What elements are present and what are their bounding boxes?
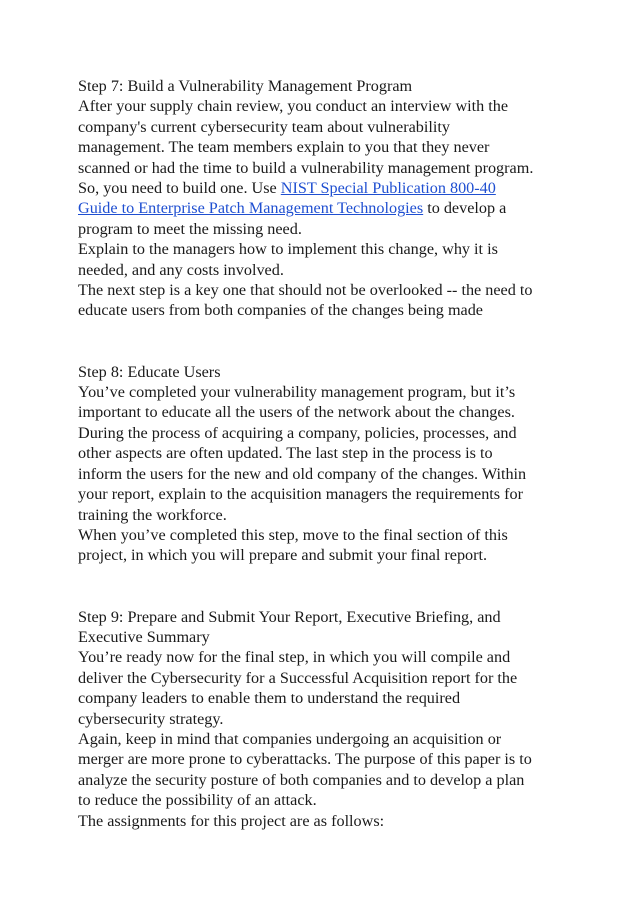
step7-line-9: needed, and any costs involved. (78, 260, 284, 279)
step7-line-7: program to meet the missing need. (78, 219, 302, 238)
step7-heading: Step 7: Build a Vulnerability Management Program (78, 77, 413, 95)
step8-line-6: your report, explain to the acquisition managers the requirements for (78, 485, 524, 504)
patch-management-guide-link[interactable]: Guide to Enterprise Patch Management Technologies (78, 199, 424, 218)
document-page (78, 76, 578, 831)
step9-line-5: Again, keep in mind that companies undergoing an acquisition or (78, 729, 502, 748)
step7-line-5 (78, 178, 578, 198)
step8-line-7: training the workforce. (78, 505, 227, 524)
step7-line-8: Explain to the managers how to implement this change, why it is (78, 240, 498, 259)
step8-heading: Step 8: Educate Users (78, 362, 221, 381)
step7-line-10: The next step is a key one that should not be overlooked -- the need to (78, 281, 533, 300)
step7-line-5-text: So, you need to build one. Use (78, 179, 281, 198)
step9-line-4: cybersecurity strategy. (78, 709, 224, 728)
step9-line-3: company leaders to enable them to understand the required (78, 689, 461, 708)
step7-line-11: educate users from both companies of the changes being made (78, 301, 483, 320)
section-spacer (78, 321, 578, 362)
step9-line-2: deliver the Cybersecurity for a Successful Acquisition report for the (78, 668, 518, 687)
step9-heading-line-2: Executive Summary (78, 627, 210, 646)
step8-line-8: When you’ve completed this step, move to the final section of this (78, 525, 508, 544)
step7-line-1: After your supply chain review, you conduct an interview with the (78, 97, 509, 116)
step8-line-3: During the process of acquiring a company, policies, processes, and (78, 423, 517, 442)
step9-line-1: You’re ready now for the final step, in which you will compile and (78, 648, 511, 667)
step8-line-5: inform the users for the new and old company of the changes. Within (78, 464, 527, 483)
step9-line-6: merger are more prone to cyberattacks. The purpose of this paper is to (78, 750, 532, 769)
step9-line-8: to reduce the possibility of an attack. (78, 791, 317, 810)
step7-line-2: company's current cybersecurity team about vulnerability (78, 117, 450, 136)
step8-line-4: other aspects are often updated. The last step in the process is to (78, 444, 493, 463)
nist-publication-link[interactable]: NIST Special Publication 800-40 (280, 179, 496, 198)
step9-heading-line-1: Step 9: Prepare and Submit Your Report, Executive Briefing, and (78, 607, 501, 626)
step8-line-9: project, in which you will prepare and submit your final report. (78, 546, 488, 565)
step9-line-7: analyze the security posture of both companies and to develop a plan (78, 770, 525, 789)
step9-line-9: The assignments for this project are as follows: (78, 811, 385, 830)
step7-line-6-text: to develop a (423, 199, 507, 218)
step7-line-3: management. The team members explain to you that they never (78, 138, 490, 157)
step7-line-6 (78, 198, 578, 218)
step8-line-2: important to educate all the users of the network about the changes. (78, 403, 515, 422)
section-spacer (78, 566, 578, 607)
step8-line-1: You’ve completed your vulnerability management program, but it’s (78, 383, 516, 402)
step7-line-4: scanned or had the time to build a vulnerability management program. (78, 158, 534, 177)
